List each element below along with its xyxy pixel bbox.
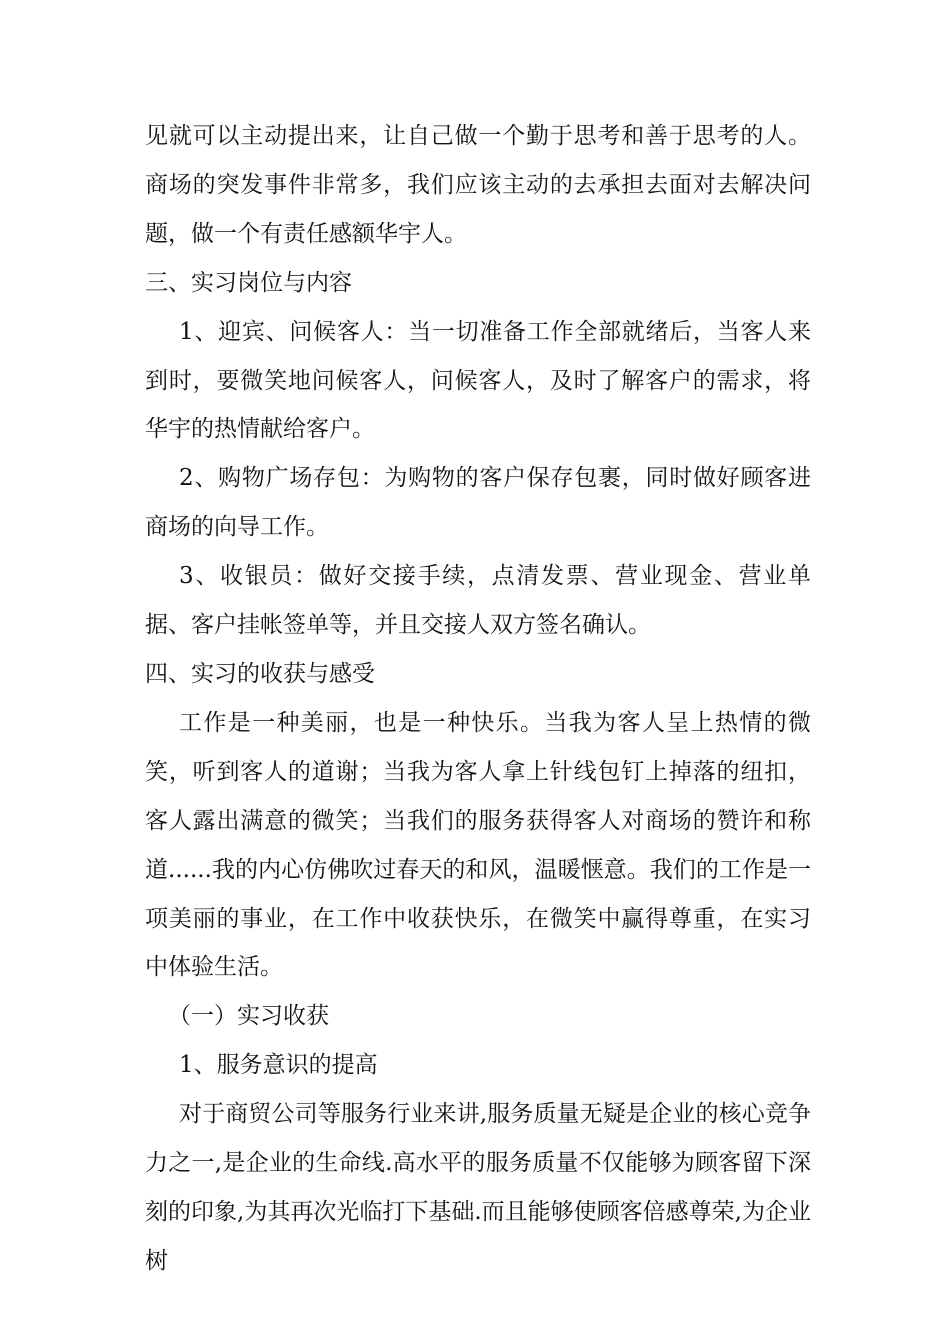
section-heading-4: 四、实习的收获与感受 (145, 660, 375, 687)
section-heading-3: 三、实习岗位与内容 (145, 269, 352, 296)
paragraph-bag-storage: 2、购物广场存包：为购物的客户保存包裹，同时做好顾客进商场的向导工作。 (145, 465, 811, 541)
paragraph-continued: 见就可以主动提出来，让自己做一个勤于思考和善于思考的人。商场的突发事件非常多，我们应该主动的去承担去面对去解决问题，做一个有责任感额华宇人。 (145, 123, 811, 247)
paragraph-feelings: 工作是一种美丽，也是一种快乐。当我为客人呈上热情的微笑，听到客人的道谢；当我为客人拿上针线包钉上掉落的纽扣，客人露出满意的微笑；当我们的服务获得客人对商场的赞许和称道......我的内心仿佛吹过春天的和风，温暖惬意。我们的工作是一项美丽的事业，在工作中收获快乐，在微笑中赢得尊重，在实习中体验生活。 (145, 709, 811, 981)
subsection-heading-gains: （一）实习收获 (168, 1003, 329, 1030)
subsection-heading-service: 1、服务意识的提高 (179, 1052, 378, 1079)
paragraph-service-quality: 对于商贸公司等服务行业来讲,服务质量无疑是企业的核心竞争力之一,是企业的生命线.高水平的服务质量不仅能够为顾客留下深刻的印象,为其再次光临打下基础.而且能够使顾客倍感尊荣,为企业树 (145, 1101, 811, 1274)
document-body (145, 112, 811, 1286)
paragraph-greeting: 1、迎宾、问候客人：当一切准备工作全部就绪后，当客人来到时，要微笑地问候客人，问候客人，及时了解客户的需求，将华宇的热情献给客户。 (145, 318, 811, 443)
paragraph-cashier: 3、收银员：做好交接手续，点清发票、营业现金、营业单据、客户挂帐签单等，并且交接人双方签名确认。 (145, 563, 811, 639)
